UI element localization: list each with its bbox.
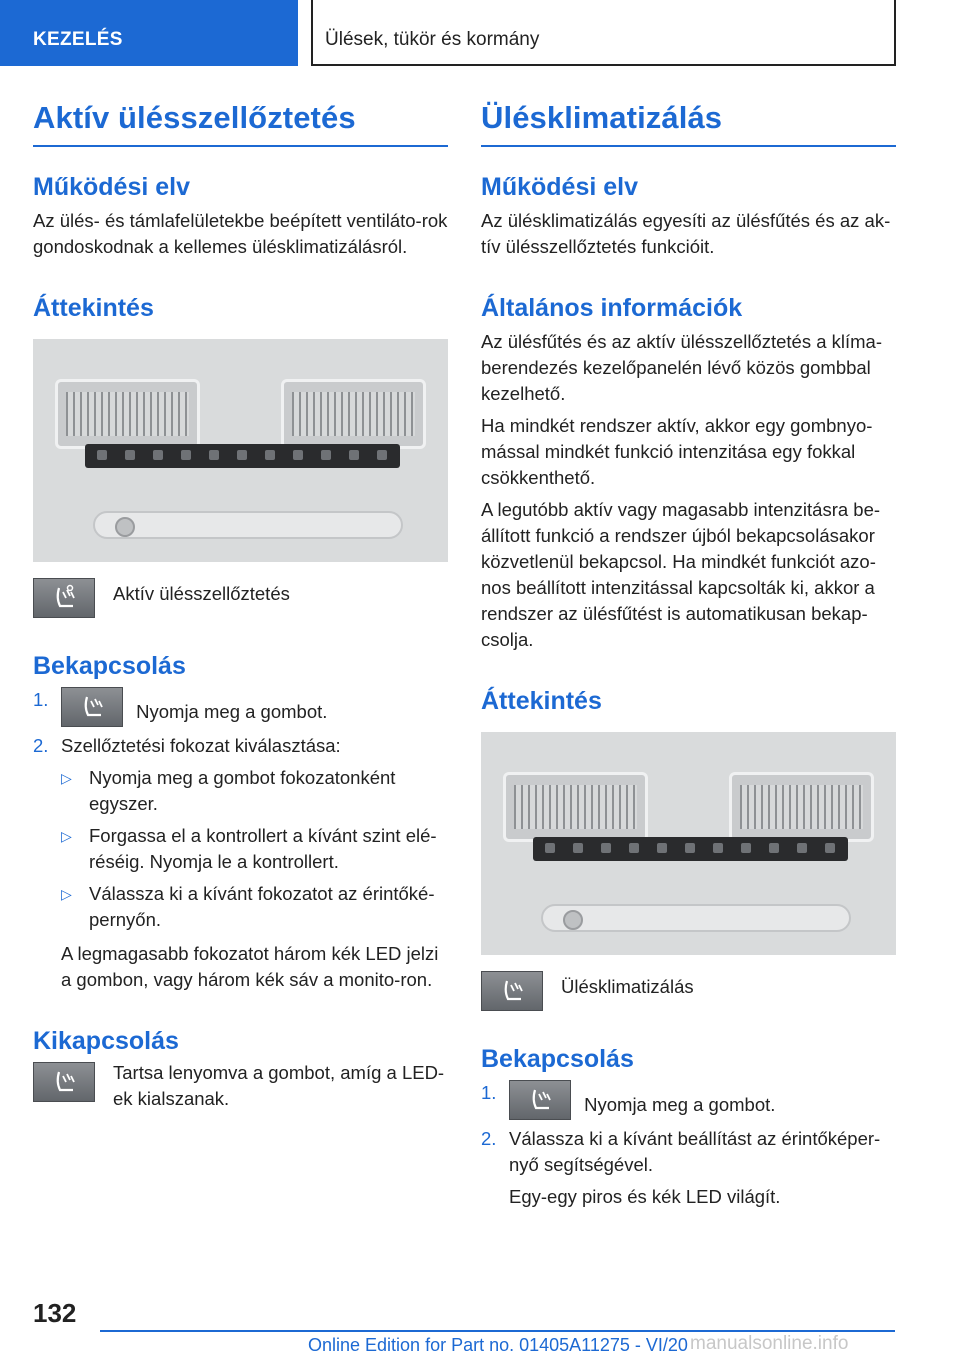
left-off-heading: Kikapcsolás	[33, 1027, 179, 1055]
left-off-text: Tartsa lenyomva a gombot, amíg a LED-ek kialszanak.	[113, 1062, 445, 1109]
air-vent-left	[55, 379, 200, 449]
air-vent-left	[503, 772, 648, 842]
right-overview-heading: Áttekintés	[481, 687, 602, 715]
left-principle-text: Az ülés- és támlafelületekbe beépített ventiláto-rok gondoskodnak a kellemes ülésklimatizálásról.	[33, 210, 448, 257]
left-principle-heading: Működési elv	[33, 173, 190, 201]
page-header	[0, 0, 960, 66]
right-general-para: Az ülésfűtés és az aktív ülésszellőztetés a klíma-berendezés kezelőpanelén lévő közös gombbal kezelhető.	[481, 331, 883, 404]
seat-climate-icon	[481, 971, 543, 1011]
edition-text: Online Edition for Part no. 01405A11275 - VI/20	[308, 1335, 688, 1355]
section-tab	[0, 0, 298, 66]
sub-step-text: Nyomja meg a gombot fokozatonként egyszer.	[89, 767, 396, 814]
climate-panel-photo	[33, 339, 448, 562]
step-text: Szellőztetési fokozat kiválasztása:	[61, 735, 341, 756]
climate-control-strip	[85, 444, 400, 468]
climate-panel-photo	[481, 732, 896, 955]
step-number: 1.	[33, 689, 49, 710]
left-on-heading: Bekapcsolás	[33, 652, 186, 680]
list-item	[481, 1080, 896, 1120]
seat-ventilation-icon	[33, 1062, 95, 1102]
sub-step	[33, 765, 448, 817]
volume-knob	[563, 910, 583, 930]
triangle-right-icon: ▷	[61, 886, 72, 902]
step-number: 2.	[33, 735, 49, 756]
step-number: 2.	[481, 1128, 497, 1149]
list-item	[481, 1126, 896, 1178]
page-number: 132	[33, 1298, 77, 1328]
chapter-label: Ülések, tükör és kormány	[325, 29, 540, 50]
right-principle-text: Az ülésklimatizálás egyesíti az ülésfűtés és az ak-tív ülésszellőztetés funkcióit.	[481, 210, 891, 257]
left-steps	[33, 687, 448, 759]
list-item	[33, 733, 448, 759]
sub-step-text: Forgassa el a kontrollert a kívánt szint elé-réséig. Nyomja le a kontrollert.	[89, 825, 437, 872]
left-overview-heading: Áttekintés	[33, 294, 154, 322]
list-item	[33, 687, 448, 727]
triangle-right-icon: ▷	[61, 828, 72, 844]
seat-ventilation-icon	[61, 687, 123, 727]
triangle-right-icon: ▷	[61, 770, 72, 786]
sub-step	[33, 881, 448, 933]
right-caption	[481, 971, 896, 1011]
right-step-note: Egy-egy piros és kék LED világít.	[509, 1186, 781, 1207]
seat-climate-icon	[509, 1080, 571, 1120]
sub-step	[33, 823, 448, 875]
volume-knob	[115, 517, 135, 537]
air-vent-right	[729, 772, 874, 842]
right-general-para: Ha mindkét rendszer aktív, akkor egy gombnyo-mással mindkét funkció intenzitása egy fokkal csökkenthető.	[481, 415, 873, 488]
sub-step-text: Válassza ki a kívánt fokozatot az érintőké-pernyőn.	[89, 883, 435, 930]
section-label: KEZELÉS	[33, 29, 123, 50]
left-step-note: A legmagasabb fokozatot három kék LED jelzi a gombon, vagy három kék sáv a monito-ron.	[61, 943, 439, 990]
step-text: Válassza ki a kívánt beállítást az érintőképer-nyő segítségével.	[509, 1128, 881, 1175]
chapter-box	[311, 0, 896, 66]
climate-control-strip	[533, 837, 848, 861]
left-caption-text: Aktív ülésszellőztetés	[113, 583, 290, 604]
right-column	[481, 100, 896, 1210]
step-text: Nyomja meg a gombot.	[136, 701, 328, 722]
footer-divider	[100, 1330, 895, 1332]
left-caption	[33, 578, 448, 618]
left-column	[33, 100, 448, 1112]
step-number: 1.	[481, 1082, 497, 1103]
lower-trim	[541, 904, 851, 932]
right-general-heading: Általános információk	[481, 294, 743, 322]
right-general-para: A legutóbb aktív vagy magasabb intenzitásra be-állított funkció a rendszer újból bekapcsolásakor közvetlenül bekapcsol. Ha mindkét funkciót azo-nos beállított intenzitással kapcsolták ki, akkor a rendszer az ülésfűtést is automatikusan bekap-csolja.	[481, 499, 881, 650]
seat-ventilation-icon	[33, 578, 95, 618]
right-on-heading: Bekapcsolás	[481, 1045, 634, 1073]
left-title: Aktív ülésszellőztetés	[33, 100, 448, 147]
right-title: Ülésklimatizálás	[481, 100, 896, 147]
step-text: Nyomja meg a gombot.	[584, 1094, 776, 1115]
air-vent-right	[281, 379, 426, 449]
right-caption-text: Ülésklimatizálás	[561, 976, 694, 997]
lower-trim	[93, 511, 403, 539]
watermark: manualsonline.info	[690, 1333, 849, 1354]
right-principle-heading: Működési elv	[481, 173, 638, 201]
right-steps	[481, 1080, 896, 1178]
left-off-row	[33, 1062, 448, 1112]
